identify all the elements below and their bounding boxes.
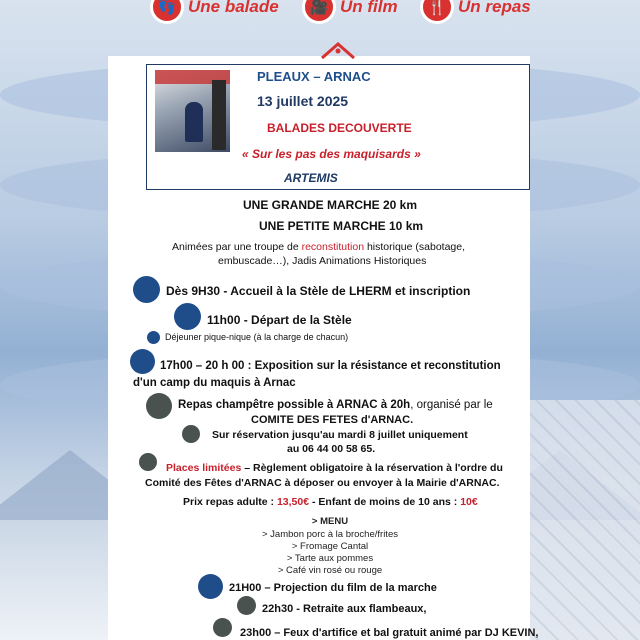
menu-title: > MENU [311, 516, 349, 527]
walk-small: UNE PETITE MARCHE 10 km [259, 219, 424, 233]
program-departure: 11h00 - Départ de la Stèle [207, 313, 352, 327]
evening-torchlight: 22h30 - Retraite aux flambeaux, [262, 603, 427, 615]
bullet-dot [174, 303, 201, 330]
bullet-dot [133, 276, 160, 303]
reservation-line-1: Sur réservation jusqu'au mardi 8 juillet uniquement [212, 429, 468, 441]
program-meal-line-1: Repas champêtre possible à ARNAC à 20h, organisé par le [178, 399, 493, 411]
price-line: Prix repas adulte : 13,50€ - Enfant de moins de 10 ans : 10€ [183, 496, 478, 508]
reservation-line-2: au 06 44 00 58 65. [287, 443, 376, 455]
program-welcome: Dès 9H30 - Accueil à la Stèle de LHERM et inscription [166, 284, 471, 298]
program-meal-line-2: COMITE DES FETES d'ARNAC. [251, 414, 414, 426]
bullet-dot [146, 393, 172, 419]
bullet-dot [198, 574, 223, 599]
event-organizer: ARTEMIS [284, 171, 338, 185]
bullet-dot [182, 425, 200, 443]
house-logo-icon [318, 40, 358, 60]
menu-item: > Jambon porc à la broche/frites [262, 529, 398, 540]
picnic-note: Déjeuner pique-nique (à la charge de chacun) [165, 332, 349, 342]
maquisard-photo [155, 70, 230, 152]
feature-label: Une balade [188, 0, 279, 16]
fork-knife-icon: 🍴 [420, 0, 454, 24]
footprints-icon: 👣 [150, 0, 184, 24]
walk-big: UNE GRANDE MARCHE 20 km [243, 198, 418, 212]
event-header [146, 64, 530, 190]
event-subtitle: « Sur les pas des maquisards » [242, 147, 421, 161]
animation-line-2: embuscade…), Jadis Animations Historiques [218, 255, 427, 267]
photo-tree [212, 80, 226, 150]
bullet-dot [213, 618, 232, 637]
bullet-dot [237, 596, 256, 615]
photo-figure [185, 102, 203, 142]
feature-label: Un film [340, 0, 398, 16]
payment-line-2: Comité des Fêtes d'ARNAC à déposer ou envoyer à la Mairie d'ARNAC. [145, 477, 500, 489]
program-exhibition-line-1: 17h00 – 20 h 00 : Exposition sur la résistance et reconstitution [160, 360, 501, 372]
event-date: 13 juillet 2025 [257, 93, 349, 109]
feature-meal [420, 0, 531, 24]
evening-film: 21H00 – Projection du film de la marche [229, 582, 437, 594]
camera-icon: 🎥 [302, 0, 336, 24]
event-location: PLEAUX – ARNAC [257, 69, 371, 84]
menu-item: > Tarte aux pommes [286, 553, 374, 564]
feature-walk [150, 0, 279, 24]
bullet-dot [139, 453, 157, 471]
animation-line-1: Animées par une troupe de reconstitution historique (sabotage, [172, 241, 466, 253]
bullet-dot [147, 331, 160, 344]
payment-line-1: Places limitées – Règlement obligatoire à la réservation à l'ordre du [166, 462, 503, 474]
menu-item: > Fromage Cantal [291, 541, 369, 552]
stone-wall [520, 400, 640, 640]
evening-fireworks: 23h00 – Feux d'artifice et bal gratuit animé par DJ KEVIN, [240, 627, 539, 639]
feature-film [302, 0, 398, 24]
feature-label: Un repas [458, 0, 531, 16]
program-exhibition-line-2: d'un camp du maquis à Arnac [133, 377, 296, 389]
bullet-dot [130, 349, 155, 374]
top-features-bar [0, 0, 640, 26]
menu-item: > Café vin rosé ou rouge [277, 565, 383, 576]
event-name: BALADES DECOUVERTE [267, 121, 412, 135]
